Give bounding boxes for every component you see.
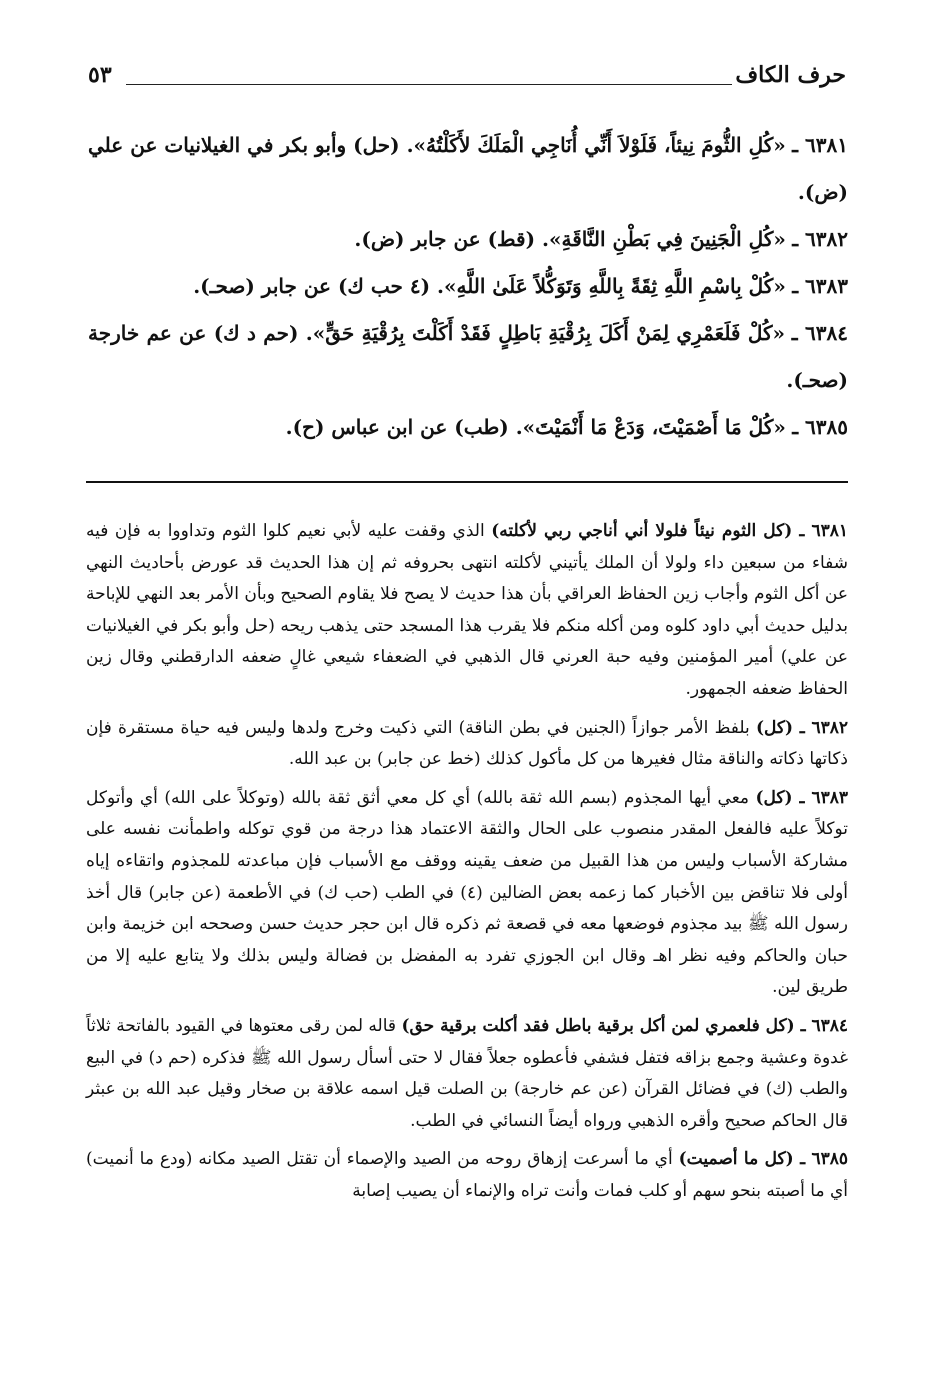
commentary-text: أي ما أسرعت إزهاق روحه من الصيد والإصماء أن تقتل الصيد مكانه (ودع ما أنميت) أي ما أصبته بنحو سهم أو كلب فمات وأنت تراه والإنماء أن يصيب إصابة	[86, 1149, 848, 1201]
commentary-lead: ٦٣٨٣ ـ (كل)	[755, 787, 849, 808]
commentary-text: قاله لمن رقى معتوها في القيود بالفاتحة ثلاثاً غدوة وعشية وجمع بزاقه فتفل فشفي فأعطوه جعلاً فقال لا حتى أسأل رسول الله ﷺ فذكره (حم د) في البيع والطب (ك) في فضائل القرآن (عن عم خارجة) بن الصلت قيل اسمه علاقة بن صخار وقيل عبد الله بن عبثر قال الحاكم صحيح وأقره الذهبي ورواه أيضاً النسائي في الطب.	[86, 1015, 848, 1131]
commentary-text: بلفظ الأمر جوازاً (الجنين في بطن الناقة) التي ذكيت وخرج ولدها وليس فيه حياة مستقرة فإن ذكاتها ذكاته والناقة مثال فغيرها من كل مأكول كذلك (خط عن جابر) بن عبد الله.	[86, 717, 848, 770]
hadith-number: ٦٣٨٤ ـ	[791, 321, 848, 345]
section-divider	[86, 481, 848, 483]
hadith-text: «كُلِ الْجَنِينَ فِي بَطْنِ النَّاقَةِ». (قط) عن جابر (ض).	[354, 227, 786, 251]
chapter-title: حرف الكاف	[735, 62, 846, 88]
hadith-list	[88, 122, 848, 451]
hadith-text: «كُلِ الثُّومَ نِيئاً، فَلَوْلاَ أَنِّي أُنَاجِي الْمَلَكَ لأَكَلْتُهُ». (حل) وأبو بكر في الغيلانيات عن علي (ض).	[88, 133, 848, 204]
hadith-number: ٦٣٨١ ـ	[792, 133, 848, 157]
commentary-paragraph	[86, 783, 848, 1004]
hadith-text: «كُلْ مَا أَصْمَيْتَ، وَدَعْ مَا أَنْمَيْتَ». (طب) عن ابن عباس (ح).	[285, 415, 786, 439]
running-header	[82, 62, 850, 102]
header-rule	[126, 84, 732, 85]
commentary-paragraph	[86, 713, 848, 776]
commentary-section	[86, 516, 848, 1214]
commentary-text: الذي وقفت عليه لأبي نعيم كلوا الثوم وتداووا به فإن فيه شفاء من سبعين داء ولولا أن الملك يأتيني لأكلته انتهى بحروفه ثم إن هذا الحديث قد عورض بأحاديث النهي عن أكل الثوم وأجاب زين الحفاظ العراقي بأن هذا حديث لا يصح فلا يقاوم الصحيح وبأن الأمر بعد النهي للإباحة بدليل حديث أبي داود كلوه ومن أكله منكم فلا يقرب هذا المسجد حتى يذهب ريحه (حل وأبو بكر في الغيلانيات عن علي) أمير المؤمنين وفيه حبة العرني قال الذهبي في الضعفاء شيعي غالٍ ضعفه الدارقطني وقال زين الحفاظ ضعفه الجمهور.	[86, 521, 848, 699]
page-number: ٥٣	[88, 62, 112, 88]
commentary-lead: ٦٣٨٤ ـ (كل فلعمري لمن أكل برقية باطل فقد أكلت برقية حق)	[401, 1015, 848, 1036]
hadith-item	[88, 310, 848, 404]
commentary-paragraph	[86, 516, 848, 706]
hadith-item	[88, 263, 848, 310]
hadith-item	[88, 122, 848, 216]
commentary-lead: ٦٣٨٢ ـ (كل)	[755, 717, 848, 738]
hadith-item	[88, 216, 848, 263]
hadith-number: ٦٣٨٣ ـ	[792, 274, 848, 298]
commentary-lead: ٦٣٨١ ـ (كل الثوم نيئاً فلولا أني أناجي ربي لأكلته)	[491, 521, 848, 541]
commentary-lead: ٦٣٨٥ ـ (كل ما أصميت)	[678, 1149, 849, 1170]
commentary-text: معي أيها المجذوم (بسم الله ثقة بالله) أي كل معي أثق ثقة بالله (وتوكلاً على الله) أي وأتوكل توكلاً عليه فالفعل المقدر منصوب على الحال والثقة الاعتماد هذا درجة من قوي توكله واطمأنت نفسه على مشاركة الأسباب وليس من هذا القبيل من ضعف يقينه ووقف مع الأسباب فإن مباعدته للمجذوم واتقاءه إياه أولى فلا تناقض بين الأخبار كما زعمه بعض الضالين (٤) في الطب (حب ك) في الأطعمة (عن جابر) قال أخذ رسول الله ﷺ بيد مجذوم فوضعها معه في قصعة ثم ذكره قال ابن حجر حديث حسن وصححه ابن خزيمة وابن حبان والحاكم وفيه نظر اهـ وقال ابن الجوزي تفرد به المفضل بن فضالة وليس بذلك ولا يتابع عليه إلا من طريق لين.	[86, 787, 848, 998]
commentary-paragraph	[86, 1144, 848, 1207]
hadith-number: ٦٣٨٥ ـ	[792, 415, 848, 439]
hadith-item	[88, 404, 848, 451]
hadith-number: ٦٣٨٢ ـ	[792, 227, 848, 251]
hadith-text: «كُلْ بِاسْمِ اللَّهِ ثِقَةً بِاللَّهِ وَتَوَكُّلاً عَلَىٰ اللَّهِ». (٤ حب ك) عن جابر (صحـ).	[193, 274, 786, 298]
commentary-paragraph	[86, 1011, 848, 1137]
hadith-text: «كُلْ فَلَعَمْرِي لِمَنْ أَكَلَ بِرُقْيَةِ بَاطِلٍ فَقَدْ أَكَلْتَ بِرُقْيَةِ حَقٍّ». (حم د ك) عن عم خارجة (صحـ).	[88, 321, 848, 392]
